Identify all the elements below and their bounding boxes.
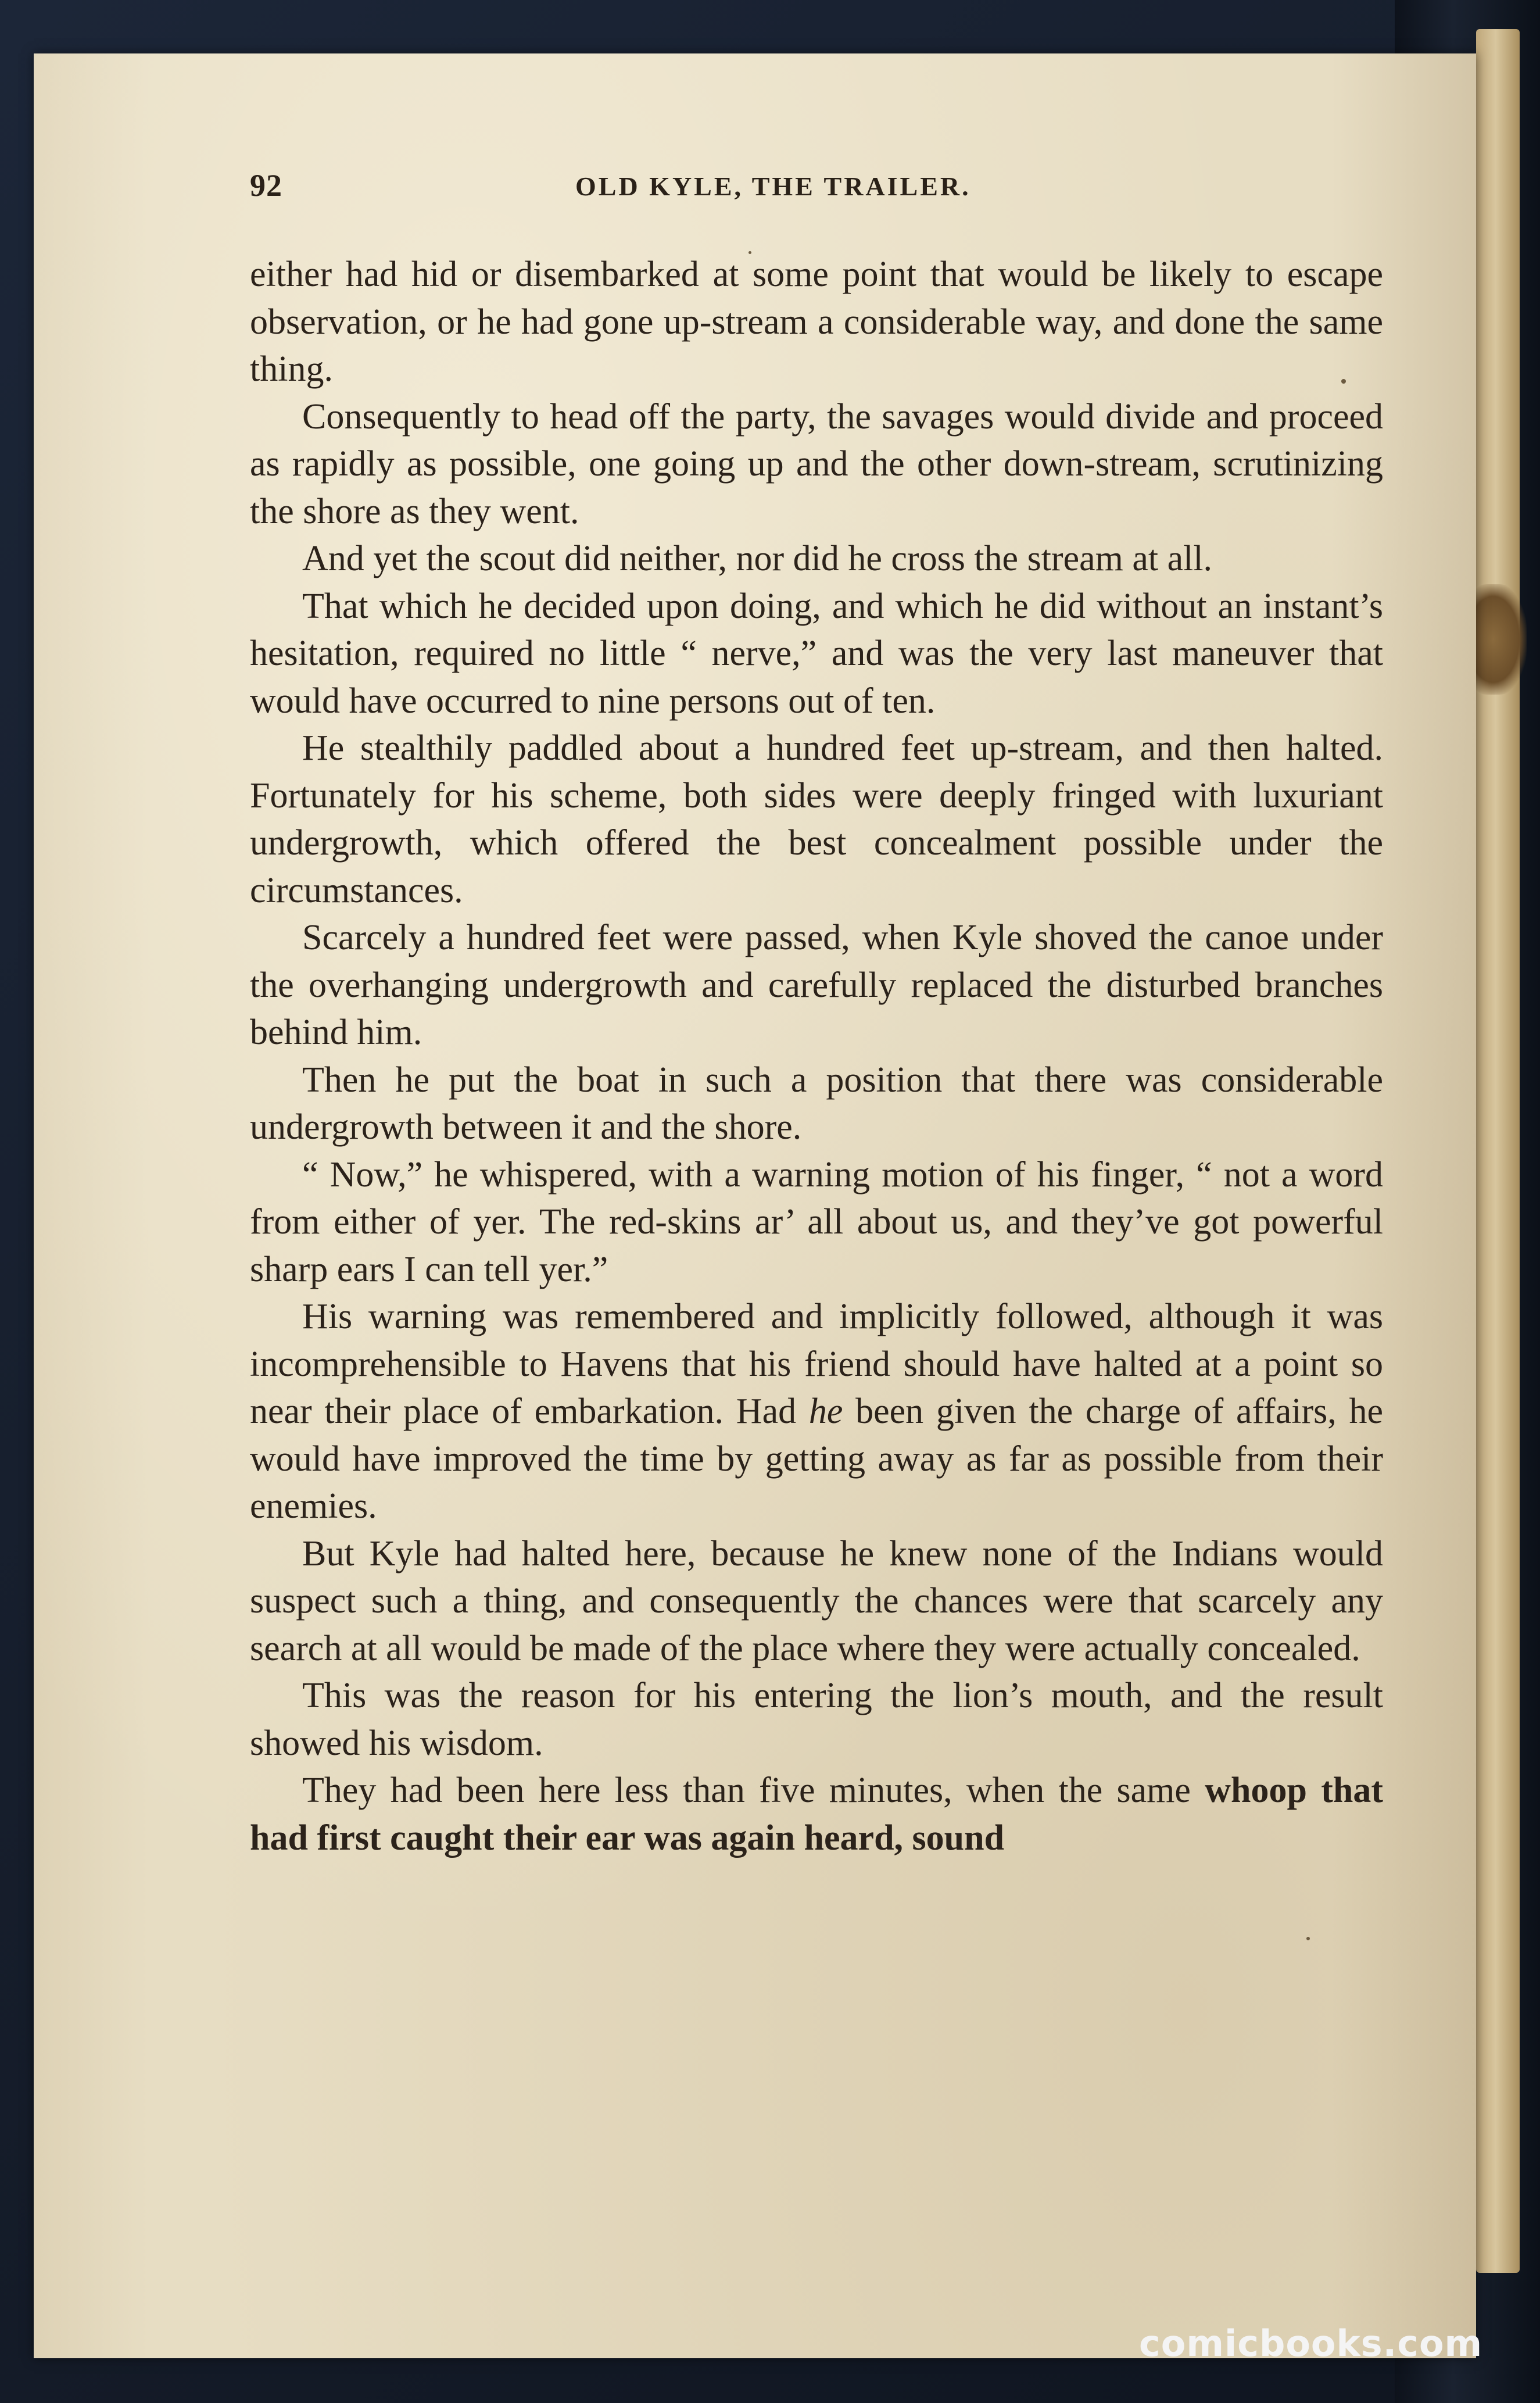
paragraph: “ Now,” he whispered, with a warning motion of his finger, “ not a word from either of yer. The red-skins ar’ all about us, and they’ve got powerful sharp ears I can tell yer.” xyxy=(250,1154,1383,1289)
paragraph xyxy=(250,1767,1383,1862)
page-edge xyxy=(1476,29,1520,2273)
paragraph: Scarcely a hundred feet were passed, when Kyle shoved the canoe under the overhanging undergrowth and carefully replaced the disturbed branches behind him. xyxy=(250,918,1383,1052)
paragraph-text: His warning was remembered and implicitly followed, although it was incomprehensible to Havens that his friend should have halted at a point so near their place of embarkation. Had xyxy=(250,1297,1383,1431)
page-number: 92 xyxy=(250,168,282,203)
paragraph-text: been given the charge of affairs, he would have improved the time by getting away as far as possible from their enemies. xyxy=(250,1392,1383,1526)
paragraph: This was the reason for his entering the lion’s mouth, and the result showed his wisdom. xyxy=(250,1676,1383,1763)
paper-speck xyxy=(1306,1937,1310,1940)
page-header xyxy=(250,167,1377,208)
paragraph: And yet the scout did neither, nor did he cross the stream at all. xyxy=(302,539,1213,578)
paragraph: He stealthily paddled about a hundred feet up-stream, and then halted. Fortunately for his scheme, both sides were deeply fringed with luxuriant undergrowth, which offered the best concealment possible under the circumstances. xyxy=(250,728,1383,910)
paragraph: But Kyle had halted here, because he knew none of the Indians would suspect such a thing, and consequently the chances were that scarcely any search at all would be made of the place where they were actually concealed. xyxy=(250,1533,1383,1668)
paragraph: either had hid or disembarked at some point that would be likely to escape observation, or he had gone up-stream a considerable way, and done the same thing. xyxy=(250,255,1383,389)
paragraph: That which he decided upon doing, and which he did without an instant’s hesitation, required no little “ nerve,” and was the very last maneuver that would have occurred to nine persons out of ten. xyxy=(250,586,1383,721)
paragraph: Consequently to head off the party, the savages would divide and proceed as rapidly as possible, one going up and the other down-stream, scrutinizing the shore as they went. xyxy=(250,396,1383,531)
paragraph-text-bold: whoop that had first caught their ear was again heard, sound xyxy=(250,1771,1384,1858)
emphasis-word: he xyxy=(808,1392,843,1431)
watermark: comicbooks.com xyxy=(1139,2322,1483,2365)
body-text xyxy=(250,251,1383,1862)
paragraph-text: They had been here less than five minutes, when the same xyxy=(302,1771,1191,1810)
paragraph: Then he put the boat in such a position that there was considerable undergrowth between it and the shore. xyxy=(250,1060,1383,1147)
running-head: OLD KYLE, THE TRAILER. xyxy=(575,171,971,201)
paragraph xyxy=(250,1293,1383,1531)
